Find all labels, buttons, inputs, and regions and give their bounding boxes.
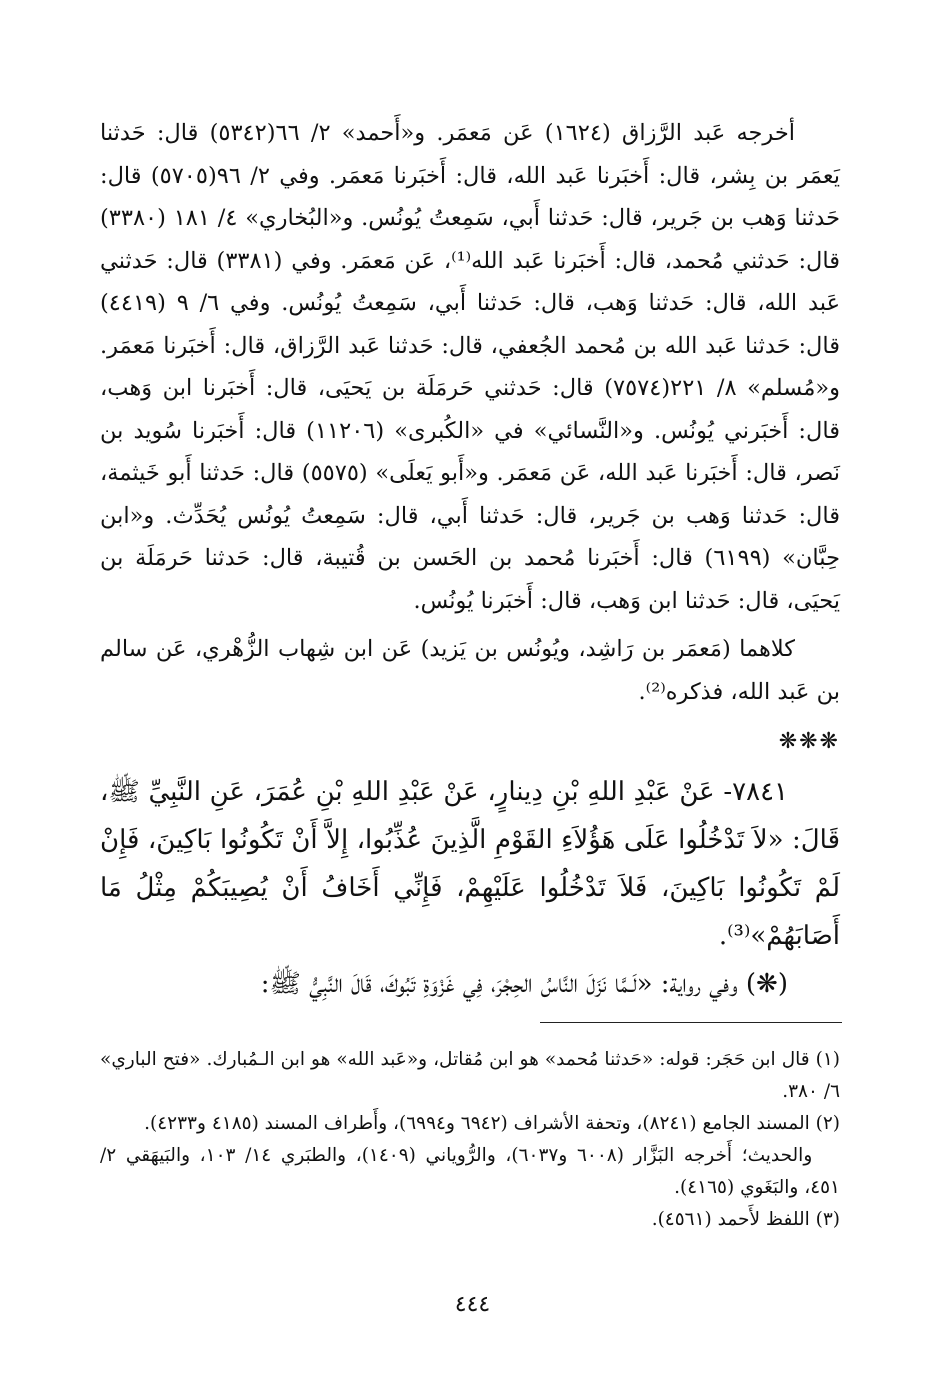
footnote-1: (١) قال ابن حَجَر: قوله: «حَدثنا مُحمد» هو ابن مُقاتل، و«عَبد الله» هو ابن الـمُبارك. «فتح الباري» ٦/ ٣٨٠. bbox=[100, 1049, 840, 1102]
hadith-text: عَنْ عَبْدِ اللهِ بْنِ دِينارٍ، عَنْ عَبْدِ اللهِ بْنِ عُمَرَ، عَنِ النَّبِيِّ ﷺ، قَالَ: «لاَ تَدْخُلُوا عَلَى هَؤُلاَءِ القَوْمِ الَّذِينَ عُذِّبُوا، إِلاَّ أَنْ تَكُونُوا بَاكِينَ، فَإِنْ لَمْ تَكُونُوا بَاكِينَ، فَلاَ تَدْخُلُوا عَلَيْهِمْ، فَإِنِّي أَخَافُ أَنْ يُصِيبَكُمْ مِثْلُ مَا أَصَابَهُمْ»⁽³⁾. bbox=[100, 776, 840, 951]
page-number: ٤٤٤ bbox=[454, 1292, 491, 1317]
hadith-paragraph bbox=[100, 768, 840, 960]
footnote-2-continuation: والحديث؛ أَخرجه البَزَّار (٦٠٠٨ و٦٠٣٧)، والرُّوياني (١٤٠٩)، والطبَري ١٤/ ١٠٣، والبَيهَقي ٢/ ٤٥١، والبَغَوي (٤١٦٥). bbox=[100, 1145, 840, 1198]
footnotes bbox=[100, 1044, 840, 1236]
footnote-2: (٢) المسند الجامع (٨٢٤١)، وتحفة الأشراف (٦٩٤٢ و٦٩٩٤)، وأَطراف المسند (٤١٨٥ و٤٢٣٣). bbox=[144, 1113, 840, 1134]
chain-summary-paragraph: كلاهما (مَعمَر بن رَاشِد، ويُونُس بن يَزيد) عَن ابن شِهاب الزُّهْري، عَن سالم بن عَبد الله، فذكره⁽²⁾. bbox=[100, 636, 840, 705]
main-text bbox=[100, 112, 840, 1008]
footnote-divider bbox=[540, 1022, 842, 1023]
section-separator: ❋❋❋ bbox=[778, 729, 840, 754]
takhrij-paragraph: أخرجه عَبد الرَّزاق (١٦٢٤) عَن مَعمَر. و«أَحمد» ٢/ ٦٦(٥٣٤٢) قال: حَدثنا يَعمَر بن بِشر، قال: أَخبَرنا عَبد الله، قال: أَخبَرنا مَعمَر. وفي ٢/ ٩٦(٥٧٠٥) قال: حَدثنا وَهب بن جَرير، قال: حَدثنا أَبي، سَمِعتُ يُونُس. و«البُخاري» ٤/ ١٨١ (٣٣٨٠) قال: حَدثني مُحمد، قال: أَخبَرنا عَبد الله⁽¹⁾، عَن مَعمَر. وفي (٣٣٨١) قال: حَدثني عَبد الله، قال: حَدثنا وَهب، قال: حَدثنا أَبي، سَمِعتُ يُونُس. وفي ٦/ ٩ (٤٤١٩) قال: حَدثنا عَبد الله بن مُحمد الجُعفي، قال: حَدثنا عَبد الرَّزاق، قال: أَخبَرنا مَعمَر. و«مُسلم» ٨/ ٢٢١(٧٥٧٤) قال: حَدثني حَرمَلَة بن يَحيَى، قال: أَخبَرنا ابن وَهب، قال: أَخبَرني يُونُس. و«النَّسائي» في «الكُبرى» (١١٢٠٦) قال: أَخبَرنا سُويد بن نَصر، قال: أَخبَرنا عَبد الله، عَن مَعمَر. و«أَبو يَعلَى» (٥٥٧٥) قال: حَدثنا أَبو خَيثمة، قال: حَدثنا وَهب بن جَرير، قال: حَدثنا أَبي، قال: سَمِعتُ يُونُس يُحَدِّث. و«ابن حِبَّان» (٦١٩٩) قال: أَخبَرنا مُحمد بن الحَسن بن قُتيبة، قال: حَدثنا حَرمَلَة بن يَحيَى، قال: حَدثنا ابن وَهب، قال: أَخبَرنا يُونُس. bbox=[100, 120, 841, 614]
hadith-number: ٧٨٤١- bbox=[723, 776, 789, 807]
footnote-3: (٣) اللفظ لأَحمد (٤٥٦١). bbox=[651, 1209, 840, 1230]
variant-narration: (❋) وفي رواية: «لَـمَّا نَزَلَ النَّاسُ الحِجْرَ، فِي غَزْوَةِ تَبُوكَ، قَالَ النَّبِيُّ ﷺ: bbox=[260, 968, 788, 999]
